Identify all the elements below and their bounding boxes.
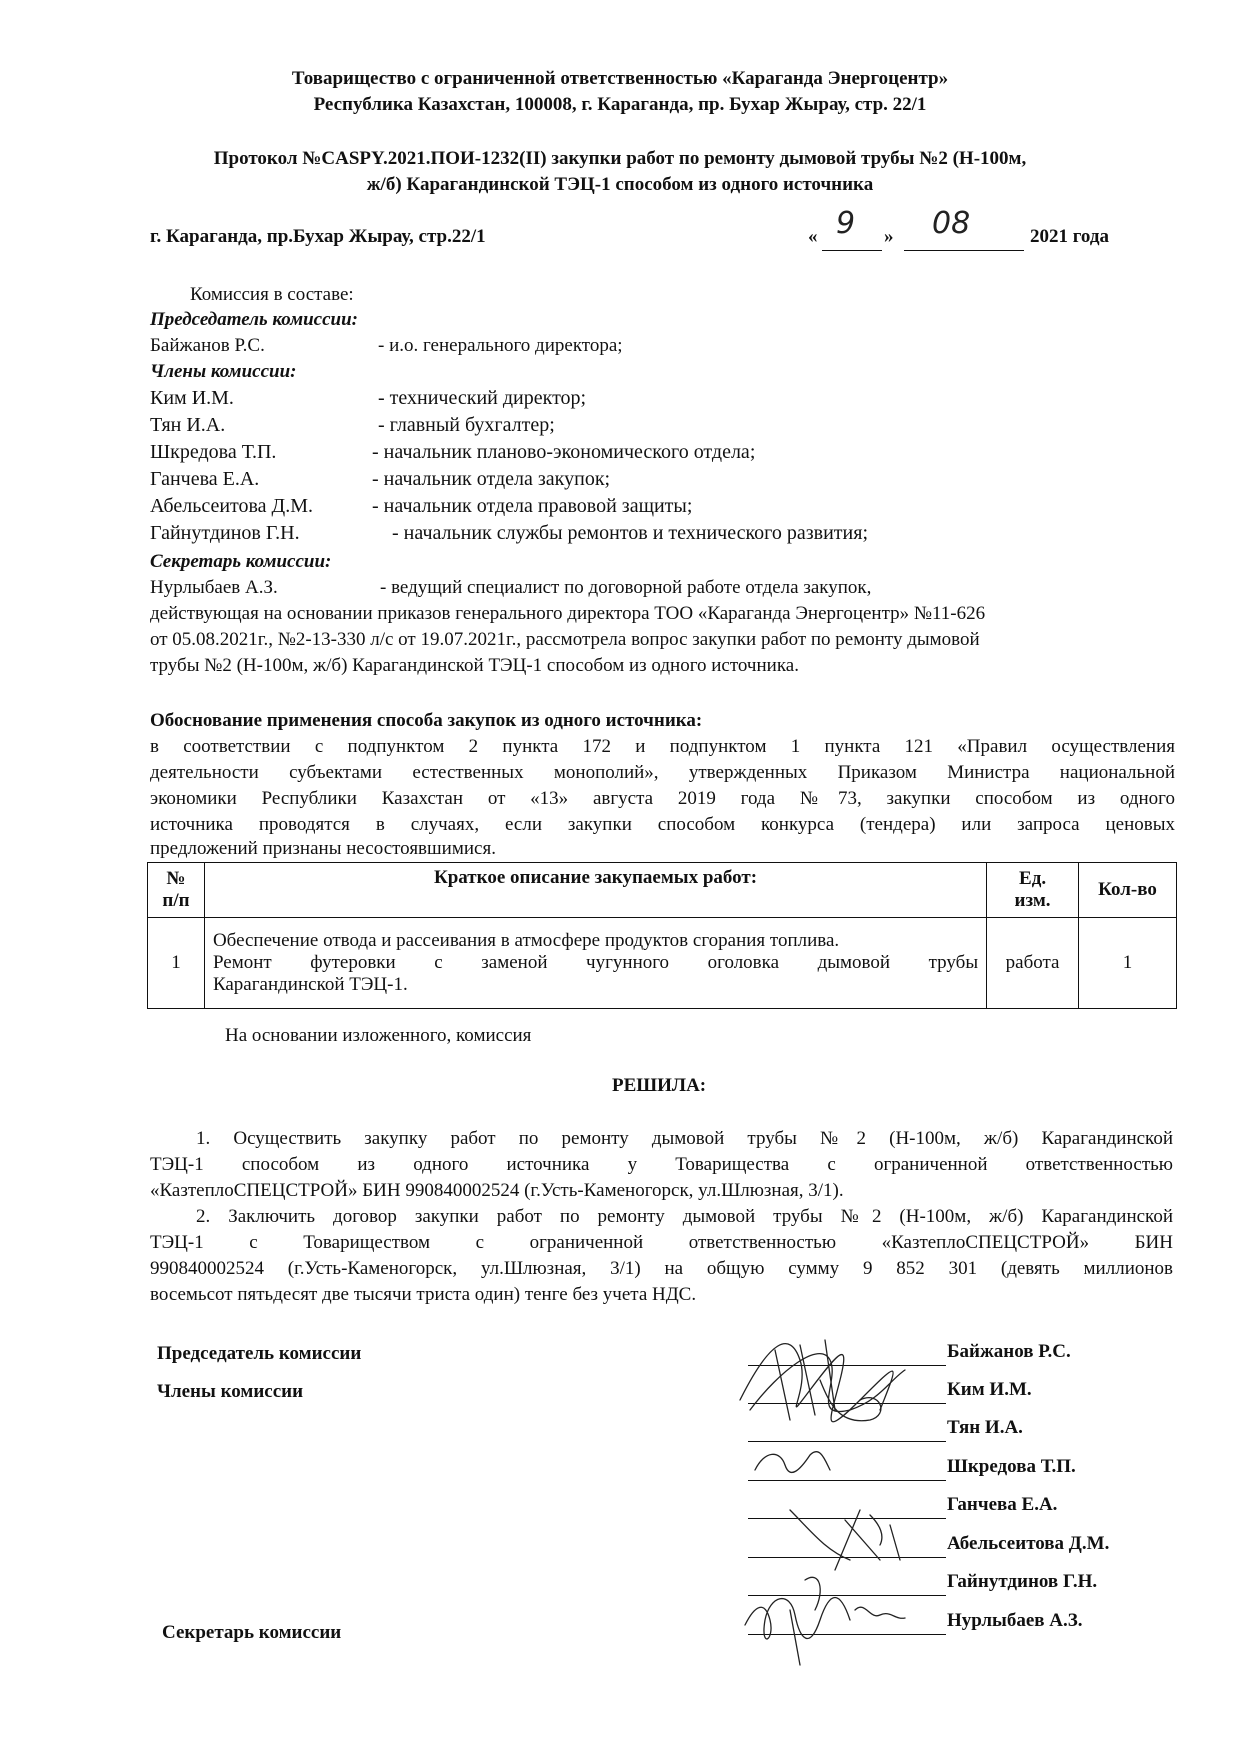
column-header-unit	[987, 863, 1079, 918]
description-line: Обеспечение отвода и рассеивания в атмосфере продуктов сгорания топлива.	[212, 930, 840, 951]
member-name: Ким И.М.	[150, 387, 234, 409]
header-num-line2: п/п	[162, 890, 190, 911]
secretary-signature-label: Секретарь комиссии	[162, 1622, 342, 1643]
protocol-title-line1: Протокол №CASPY.2021.ПОИ-1232(II) закупки работ по ремонту дымовой трубы №2 (Н-100м,	[213, 148, 1027, 169]
column-header-quantity: Кол-во	[1079, 863, 1177, 918]
header-unit-line2: изм.	[1014, 890, 1051, 911]
justification-line: предложений признаны несостоявшимися.	[150, 838, 496, 859]
justification-line: источника проводятся в случаях, если закупки способом конкурса (тендера) или запроса ценовых	[150, 814, 1175, 835]
row-number: 1	[148, 918, 205, 1009]
decision-item2-line: 990840002524 (г.Усть-Каменогорск, ул.Шлюзная, 3/1) на общую сумму 9 852 301 (девять миллионов	[150, 1258, 1173, 1279]
protocol-title-line2: ж/б) Карагандинской ТЭЦ-1 способом из одного источника	[366, 174, 874, 195]
header-num-line1: №	[166, 868, 186, 889]
date-month-line	[904, 250, 1024, 251]
organization-address: Республика Казахстан, 100008, г. Караганда, пр. Бухар Жырау, стр. 22/1	[313, 94, 927, 115]
date-year: 2021 года	[1030, 226, 1109, 247]
member-role: - начальник отдела правовой защиты;	[372, 495, 693, 517]
signature-stroke	[755, 1452, 830, 1473]
secretary-heading: Секретарь комиссии:	[150, 551, 332, 572]
member-role: - начальник отдела закупок;	[372, 468, 611, 490]
signature-stroke	[790, 1607, 905, 1665]
basis-line: трубы №2 (Н-100м, ж/б) Карагандинской ТЭЦ-1 способом из одного источника.	[150, 655, 799, 676]
decision-item1-line: «КазтеплоСПЕЦСТРОЙ» БИН 990840002524 (г.Усть-Каменогорск, ул.Шлюзная, 3/1).	[150, 1180, 844, 1201]
secretary-role: - ведущий специалист по договорной работе отдела закупок,	[380, 577, 872, 598]
member-name: Ганчева Е.А.	[150, 468, 260, 490]
signatory-name: Гайнутдинов Г.Н.	[947, 1571, 1098, 1592]
decision-heading: РЕШИЛА:	[612, 1075, 707, 1096]
justification-line: экономики Республики Казахстан от «13» августа 2019 года №73, закупки способом из одного	[150, 788, 1175, 809]
signature-stroke	[790, 1510, 880, 1570]
row-quantity: 1	[1079, 918, 1177, 1009]
basis-line: от 05.08.2021г., №2-13-330 л/с от 19.07.2021г., рассмотрела вопрос закупки работ по ремонту дымовой	[150, 629, 980, 650]
signature-stroke	[805, 1577, 820, 1610]
basis-line: действующая на основании приказов генерального директора ТОО «Караганда Энергоцентр» №11-626	[150, 603, 986, 624]
works-table	[147, 862, 1177, 1009]
member-name: Тян И.А.	[150, 414, 226, 436]
signature-stroke	[775, 1340, 835, 1420]
member-role: - технический директор;	[378, 387, 587, 409]
signatory-name: Ганчева Е.А.	[947, 1494, 1058, 1515]
justification-line: в соответствии с подпунктом 2 пункта 172 и подпунктом 1 пункта 121 «Правил осуществления	[150, 736, 1175, 757]
row-unit: работа	[987, 918, 1079, 1009]
signature-stroke	[750, 1354, 905, 1412]
decision-item1-line: 1. Осуществить закупку работ по ремонту дымовой трубы №2 (Н-100м, ж/б) Карагандинской	[196, 1128, 1173, 1149]
date-month-handwritten: 08	[932, 206, 971, 241]
handwritten-signatures	[730, 1320, 960, 1680]
signatory-name: Нурлыбаев А.З.	[947, 1610, 1083, 1631]
document-place: г. Караганда, пр.Бухар Жырау, стр.22/1	[150, 226, 486, 247]
member-name: Гайнутдинов Г.Н.	[150, 522, 300, 544]
signatory-name: Ким И.М.	[947, 1379, 1032, 1400]
row-description	[204, 918, 986, 1009]
chair-signature-label: Председатель комиссии	[157, 1343, 362, 1364]
description-line: Ремонт футеровки с заменой чугунного оголовка дымовой трубы	[212, 952, 979, 973]
signatory-name: Байжанов Р.С.	[947, 1341, 1071, 1362]
justification-line: деятельности субъектами естественных монополий», утвержденных Приказом Министра национальной	[150, 762, 1175, 783]
chair-name: Байжанов Р.С.	[150, 335, 265, 356]
commission-intro: Комиссия в составе:	[190, 284, 354, 305]
decision-intro: На основании изложенного, комиссия	[225, 1025, 532, 1046]
table-header-row	[148, 863, 1177, 918]
signatory-name: Шкредова Т.П.	[947, 1456, 1076, 1477]
chair-role: - и.о. генерального директора;	[378, 335, 623, 356]
member-role: - начальник планово-экономического отдела;	[372, 441, 756, 463]
date-day-line	[822, 250, 882, 251]
signatory-name: Тян И.А.	[947, 1417, 1023, 1438]
signatory-name: Абельсеитова Д.М.	[947, 1533, 1110, 1554]
decision-item2-line: восемьсот пятьдесят две тысячи триста один) тенге без учета НДС.	[150, 1284, 697, 1305]
signature-stroke	[745, 1598, 850, 1639]
justification-heading: Обоснование применения способа закупок из одного источника:	[150, 710, 703, 731]
date-quote-close: »	[884, 226, 894, 247]
decision-item2-line: 2. Заключить договор закупки работ по ремонту дымовой трубы №2 (Н-100м, ж/б) Карагандинской	[196, 1206, 1173, 1227]
column-header-number	[148, 863, 205, 918]
description-line: Карагандинской ТЭЦ-1.	[212, 974, 408, 995]
member-name: Абельсеитова Д.М.	[150, 495, 313, 517]
members-heading: Члены комиссии:	[150, 361, 297, 382]
header-unit-line1: Ед.	[1019, 868, 1047, 889]
member-role: - главный бухгалтер;	[378, 414, 555, 436]
decision-item1-line: ТЭЦ-1 способом из одного источника у Товарищества с ограниченной ответственностью	[150, 1154, 1173, 1175]
column-header-description: Краткое описание закупаемых работ:	[204, 863, 986, 918]
table-row	[148, 918, 1177, 1009]
signature-stroke	[740, 1344, 893, 1422]
decision-item2-line: ТЭЦ-1 с Товариществом с ограниченной ответственностью «КазтеплоСПЕЦСТРОЙ» БИН	[150, 1232, 1173, 1253]
date-quote-open: «	[808, 226, 818, 247]
member-role: - начальник службы ремонтов и технического развития;	[392, 522, 868, 544]
member-name: Шкредова Т.П.	[150, 441, 277, 463]
members-signature-label: Члены комиссии	[157, 1381, 304, 1402]
organization-name: Товарищество с ограниченной ответственностью «Караганда Энергоцентр»	[291, 68, 949, 89]
chair-heading: Председатель комиссии:	[150, 309, 358, 330]
secretary-name: Нурлыбаев А.З.	[150, 577, 278, 598]
date-day-handwritten: 9	[836, 206, 856, 241]
signature-stroke	[820, 1380, 881, 1421]
